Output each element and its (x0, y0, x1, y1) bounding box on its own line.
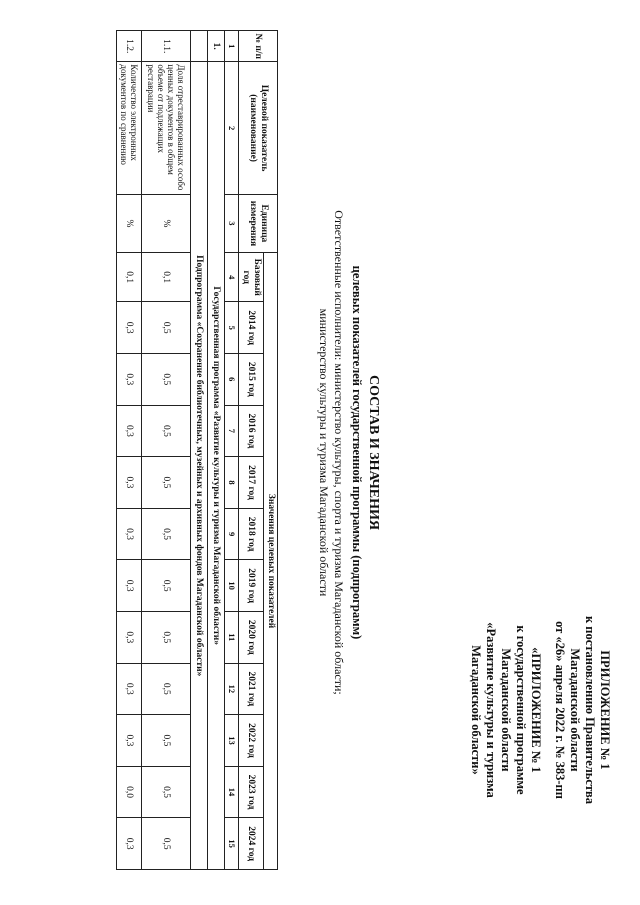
index-cell: 12 (225, 663, 239, 715)
row-name: Количество электронных документов по сравнению (117, 62, 142, 194)
row-value: 0,5 (142, 302, 191, 354)
th-values-group: Значения целевых показателей (264, 253, 278, 870)
row-value: 0,3 (117, 508, 142, 560)
index-cell: 9 (225, 508, 239, 560)
row-value: 0,5 (142, 508, 191, 560)
section-subprogram-num-empty (191, 31, 208, 62)
section-program-title: Государственная программа «Развитие культуры и туризма Магаданской области» (208, 62, 225, 870)
row-value: 0,5 (142, 715, 191, 767)
section-program-num: 1. (208, 31, 225, 62)
program-line-2: Магаданской области (499, 648, 513, 772)
index-cell: 15 (225, 818, 239, 870)
row-value: 0,5 (142, 663, 191, 715)
th-year: 2018 год (239, 508, 264, 560)
appendix-2-label: «ПРИЛОЖЕНИЕ № 1 (529, 647, 543, 773)
row-value: 0,1 (117, 253, 142, 302)
row-value: 0,5 (142, 457, 191, 509)
row-value: 0,5 (142, 560, 191, 612)
row-value: 0,5 (142, 405, 191, 457)
header-gap (543, 560, 552, 860)
targets-table (116, 30, 278, 870)
row-value: 0,5 (142, 818, 191, 870)
decree-line-1: к постановлению Правительства (583, 615, 597, 805)
row-value: 0,1 (142, 253, 191, 302)
row-unit: % (117, 194, 142, 252)
row-value: 0,5 (142, 354, 191, 406)
index-row (225, 31, 239, 870)
row-value: 0,3 (117, 663, 142, 715)
title-main: СОСТАВ И ЗНАЧЕНИЯ (366, 374, 381, 531)
section-subprogram-title: Подпрограмма «Сохранение библиотечных, музейных и архивных фондов Магаданской области» (191, 62, 208, 870)
row-value: 0,3 (117, 611, 142, 663)
index-cell: 8 (225, 457, 239, 509)
row-value: 0,3 (117, 457, 142, 509)
row-value: 0,3 (117, 818, 142, 870)
th-year: 2021 год (239, 663, 264, 715)
th-year: 2017 год (239, 457, 264, 509)
row-value: 0,3 (117, 405, 142, 457)
th-year: 2024 год (239, 818, 264, 870)
th-unit: Единица измерения (239, 194, 278, 252)
executors-line-2: министерство культуры и туризма Магаданской области (317, 308, 331, 597)
row-value: 0,0 (117, 766, 142, 818)
th-year: 2020 год (239, 611, 264, 663)
row-value: 0,5 (142, 611, 191, 663)
row-value: 0,3 (117, 715, 142, 767)
th-year: 2022 год (239, 715, 264, 767)
row-name: Доля отреставрированных особо ценных документов в общем объеме от подлежащих реставрации (142, 62, 191, 194)
th-name: Целевой показатель (наименование) (239, 62, 278, 194)
th-year: 2019 год (239, 560, 264, 612)
row-value: 0,5 (142, 766, 191, 818)
decree-line-2: Магаданской области (568, 648, 582, 772)
th-num: № п/п (239, 31, 278, 62)
index-cell: 10 (225, 560, 239, 612)
executors-line-1: Ответственные исполнители: министерство культуры, спорта и туризма Магаданской области; (332, 210, 346, 695)
index-cell: 6 (225, 354, 239, 406)
th-year: 2016 год (239, 405, 264, 457)
table-row (142, 31, 191, 870)
th-year: 2014 год (239, 302, 264, 354)
th-year: 2023 год (239, 766, 264, 818)
index-cell: 1 (225, 31, 239, 62)
index-cell: 3 (225, 194, 239, 252)
decree-date: от «26» апреля 2022 г. № 383-пп (553, 621, 567, 799)
row-num: 1.2. (117, 31, 142, 62)
row-num: 1.1. (142, 31, 191, 62)
row-value: 0,3 (117, 302, 142, 354)
header-row-1 (264, 31, 278, 870)
index-cell: 2 (225, 62, 239, 194)
program-line-4: Магаданской области» (469, 645, 483, 775)
th-year: 2015 год (239, 354, 264, 406)
section-program-row (208, 31, 225, 870)
row-value: 0,3 (117, 560, 142, 612)
index-cell: 13 (225, 715, 239, 767)
appendix-header (468, 560, 612, 860)
program-line-3: «Развитие культуры и туризма (484, 622, 498, 798)
index-cell: 11 (225, 611, 239, 663)
row-unit: % (142, 194, 191, 252)
table-row (117, 31, 142, 870)
section-subprogram-row (191, 31, 208, 870)
th-year: Базовый год (239, 253, 264, 302)
index-cell: 14 (225, 766, 239, 818)
index-cell: 4 (225, 253, 239, 302)
document-title (316, 40, 382, 865)
row-value: 0,3 (117, 354, 142, 406)
title-sub: целевых показателей государственной программы (подпрограмм) (350, 265, 364, 640)
index-cell: 7 (225, 405, 239, 457)
program-line-1: к государственной программе (514, 625, 528, 795)
index-cell: 5 (225, 302, 239, 354)
appendix-1-label: ПРИЛОЖЕНИЕ № 1 (598, 650, 612, 770)
